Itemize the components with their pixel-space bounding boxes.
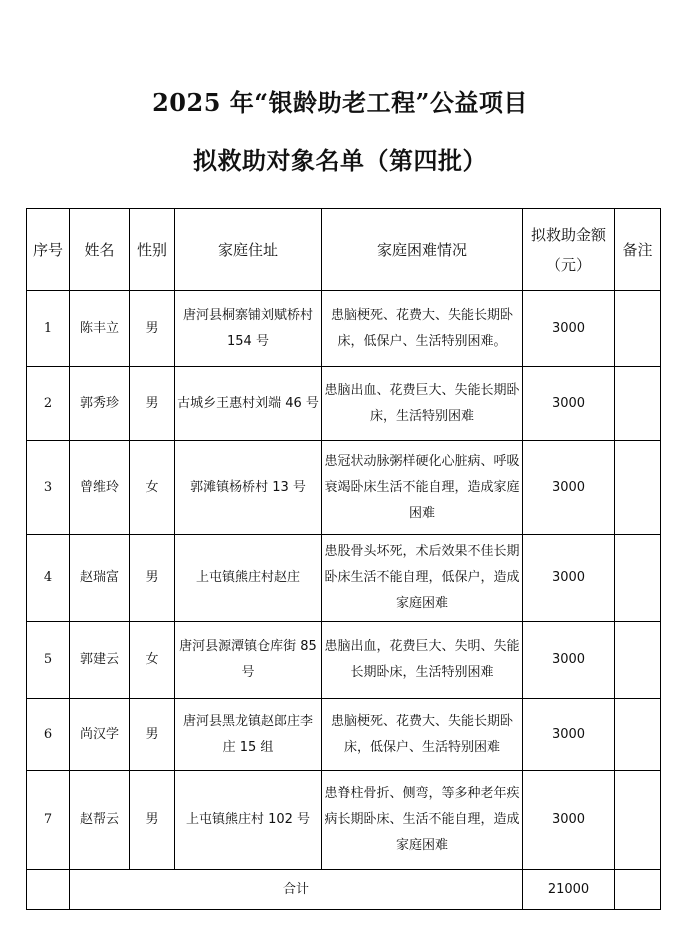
table-row <box>27 441 661 535</box>
cell-difficulty: 患脑梗死、花费大、失能长期卧床，低保户、生活特别困难。 <box>322 291 523 367</box>
cell-no: 2 <box>27 367 70 441</box>
beneficiary-table <box>26 208 661 910</box>
cell-name: 郭秀珍 <box>70 367 130 441</box>
document-title-line1: 2025 年“银龄助老工程”公益项目 <box>152 88 528 117</box>
cell-difficulty: 患脑出血、花费巨大、失能长期卧床，生活特别困难 <box>322 367 523 441</box>
table-row <box>27 535 661 622</box>
cell-address: 上屯镇熊庄村赵庄 <box>175 535 322 622</box>
cell-no: 1 <box>27 291 70 367</box>
cell-gender: 男 <box>130 699 175 771</box>
table-header-row <box>27 209 661 291</box>
cell-amount: 3000 <box>523 771 615 870</box>
cell-remark <box>615 367 661 441</box>
cell-amount: 3000 <box>523 291 615 367</box>
cell-amount: 3000 <box>523 622 615 699</box>
cell-no: 6 <box>27 699 70 771</box>
document-title-line2: 拟救助对象名单（第四批） <box>193 146 487 175</box>
cell-address: 古城乡王惠村刘端 46 号 <box>175 367 322 441</box>
cell-gender: 男 <box>130 535 175 622</box>
header-remark: 备注 <box>615 209 661 291</box>
table-row <box>27 291 661 367</box>
cell-no: 7 <box>27 771 70 870</box>
cell-gender: 女 <box>130 441 175 535</box>
cell-no: 5 <box>27 622 70 699</box>
cell-difficulty: 患脊柱骨折、侧弯，等多种老年疾病长期卧床、生活不能自理，造成家庭困难 <box>322 771 523 870</box>
cell-difficulty: 患脑出血，花费巨大、失明、失能长期卧床，生活特别困难 <box>322 622 523 699</box>
cell-remark <box>615 699 661 771</box>
cell-no: 4 <box>27 535 70 622</box>
cell-no <box>27 870 70 910</box>
header-amount: 拟救助金额（元） <box>523 209 615 291</box>
header-no: 序号 <box>27 209 70 291</box>
cell-amount: 3000 <box>523 699 615 771</box>
cell-gender: 男 <box>130 367 175 441</box>
cell-amount: 3000 <box>523 367 615 441</box>
total-row <box>27 870 661 910</box>
cell-amount: 3000 <box>523 441 615 535</box>
cell-gender: 男 <box>130 291 175 367</box>
header-gender: 性别 <box>130 209 175 291</box>
cell-remark <box>615 535 661 622</box>
cell-difficulty: 患股骨头坏死，术后效果不佳长期卧床生活不能自理，低保户，造成家庭困难 <box>322 535 523 622</box>
cell-address: 郭滩镇杨桥村 13 号 <box>175 441 322 535</box>
cell-address: 上屯镇熊庄村 102 号 <box>175 771 322 870</box>
cell-remark <box>615 870 661 910</box>
header-difficulty: 家庭困难情况 <box>322 209 523 291</box>
cell-gender: 男 <box>130 771 175 870</box>
cell-name: 赵帮云 <box>70 771 130 870</box>
cell-name: 郭建云 <box>70 622 130 699</box>
header-name: 姓名 <box>70 209 130 291</box>
cell-name: 尚汉学 <box>70 699 130 771</box>
header-address: 家庭住址 <box>175 209 322 291</box>
table-row <box>27 699 661 771</box>
cell-address: 唐河县桐寨铺刘赋桥村 154 号 <box>175 291 322 367</box>
cell-remark <box>615 622 661 699</box>
cell-remark <box>615 291 661 367</box>
table-row <box>27 622 661 699</box>
cell-name: 曾维玲 <box>70 441 130 535</box>
cell-no: 3 <box>27 441 70 535</box>
cell-difficulty: 患脑梗死、花费大、失能长期卧床，低保户、生活特别困难 <box>322 699 523 771</box>
cell-remark <box>615 441 661 535</box>
total-amount: 21000 <box>523 870 615 910</box>
cell-difficulty: 患冠状动脉粥样硬化心脏病、呼吸衰竭卧床生活不能自理，造成家庭困难 <box>322 441 523 535</box>
cell-gender: 女 <box>130 622 175 699</box>
cell-name: 赵瑞富 <box>70 535 130 622</box>
cell-address: 唐河县黑龙镇赵郎庄李庄 15 组 <box>175 699 322 771</box>
cell-remark <box>615 771 661 870</box>
table-row <box>27 771 661 870</box>
table-row <box>27 367 661 441</box>
cell-name: 陈丰立 <box>70 291 130 367</box>
total-label: 合计 <box>70 870 523 910</box>
cell-address: 唐河县源潭镇仓库街 85 号 <box>175 622 322 699</box>
cell-amount: 3000 <box>523 535 615 622</box>
